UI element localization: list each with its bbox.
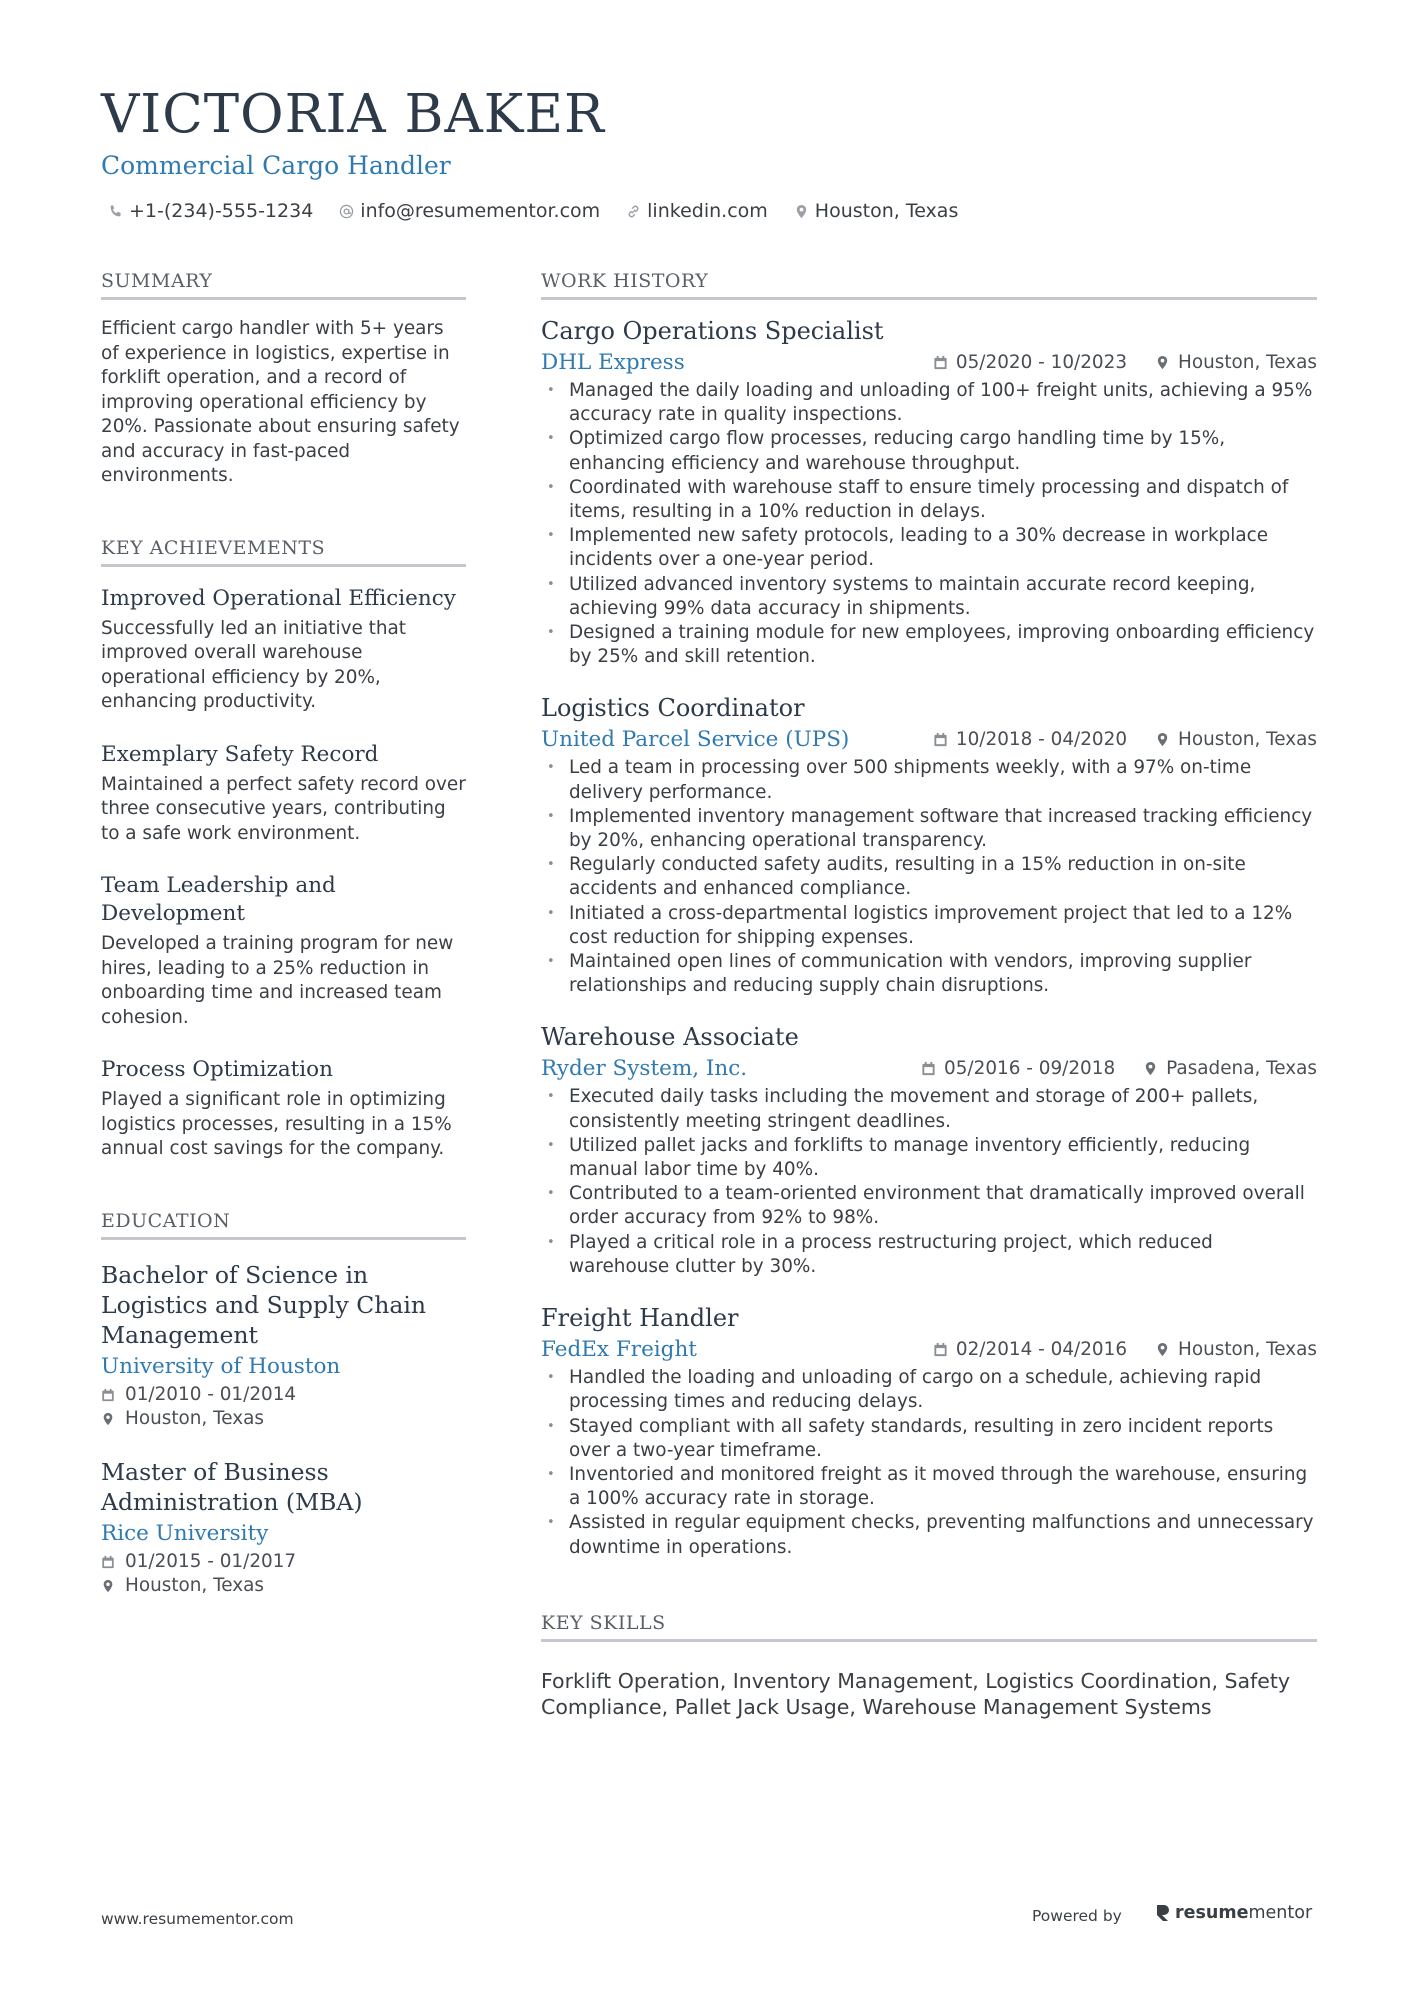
- job-location: [1155, 352, 1317, 373]
- skills-heading: KEY SKILLS: [541, 1612, 1317, 1642]
- job-dates-text: 05/2020 - 10/2023: [955, 352, 1128, 373]
- job-location: [1155, 729, 1317, 750]
- contact-bar: [108, 200, 958, 222]
- job-title: Logistics Coordinator: [541, 694, 805, 723]
- job-entry: [541, 316, 1317, 669]
- phone-icon: [108, 204, 123, 219]
- contact-phone[interactable]: [108, 200, 313, 222]
- job-location-text: Houston, Texas: [1178, 1339, 1317, 1361]
- contact-location: [794, 200, 959, 222]
- achievement-text: Maintained a perfect safety record over three consecutive years, contributing to a safe work environment.: [101, 773, 466, 844]
- achievement-text: Successfully led an initiative that improved overall warehouse operational efficiency by 20%, enhancing productivity.: [101, 617, 406, 712]
- education-dates-text: 01/2010 - 01/2014: [125, 1383, 297, 1405]
- job-company: United Parcel Service (UPS): [541, 727, 850, 753]
- education-dates-text: 01/2015 - 01/2017: [125, 1550, 297, 1572]
- achievement-item: [101, 1056, 466, 1162]
- job-bullet: • Managed the daily loading and unloading of 100+ freight units, achieving a 95% accuracy rate in quality inspections.: [541, 379, 1317, 427]
- achievement-text: Played a significant role in optimizing logistics processes, resulting in a 15% annual cost savings for the company.: [101, 1089, 452, 1159]
- education-degree: Master of Business Administration (MBA): [101, 1457, 363, 1516]
- job-bullet: • Designed a training module for new employees, improving onboarding efficiency by 25% and skill retention.: [541, 621, 1317, 669]
- contact-linkedin[interactable]: [626, 200, 768, 222]
- location-icon: [101, 1579, 115, 1593]
- job-company: FedEx Freight: [541, 1337, 697, 1363]
- education-section: [101, 1210, 466, 1598]
- job-bullet: • Utilized pallet jacks and forklifts to manage inventory efficiently, reducing manual labor time by 40%.: [541, 1134, 1317, 1182]
- education-school: University of Houston: [101, 1353, 341, 1379]
- summary-text: Efficient cargo handler with 5+ years of experience in logistics, expertise in forklift operation, and a record of improving operational efficiency by 20%. Passionate about ensuring safety and accuracy in fast-paced environments.: [101, 318, 460, 486]
- education-degree: Bachelor of Science in Logistics and Supply Chain Management: [101, 1260, 427, 1349]
- job-location: [1155, 1339, 1317, 1360]
- job-meta-row: [541, 727, 1317, 752]
- education-location-text: Houston, Texas: [125, 1407, 264, 1429]
- location-icon: [1143, 1061, 1158, 1076]
- job-dates-text: 05/2016 - 09/2018: [944, 1058, 1116, 1080]
- job-bullet: • Assisted in regular equipment checks, preventing malfunctions and unnecessary downtime in operations.: [541, 1511, 1317, 1559]
- calendar-icon: [933, 355, 948, 370]
- achievement-item: [101, 741, 466, 847]
- skills-section: [541, 1612, 1317, 1721]
- link-icon: [626, 204, 641, 219]
- job-entry: [541, 1022, 1317, 1279]
- job-dates: [933, 729, 1127, 750]
- work-history-heading: WORK HISTORY: [541, 270, 1317, 300]
- location-icon: [794, 204, 809, 219]
- job-meta-row: [541, 1337, 1317, 1362]
- job-dates: [921, 1058, 1115, 1079]
- contact-phone-text: +1-(234)-555-1234: [129, 200, 314, 222]
- achievement-item: [101, 585, 466, 715]
- summary-section: [101, 270, 466, 489]
- location-icon: [1155, 355, 1170, 370]
- job-title: Cargo Operations Specialist: [541, 317, 884, 345]
- job-bullets: [541, 1085, 1317, 1279]
- footer-url[interactable]: www.resumementor.com: [101, 1910, 294, 1928]
- job-company: Ryder System, Inc.: [541, 1056, 748, 1082]
- job-bullet: • Stayed compliant with all safety standards, resulting in zero incident reports over a two-year timeframe.: [541, 1415, 1317, 1463]
- location-icon: [1155, 732, 1170, 747]
- achievement-text: Developed a training program for new hires, leading to a 25% reduction in onboarding time and increased team cohesion.: [101, 933, 454, 1028]
- achievement-item: [101, 872, 466, 1030]
- job-headline: Commercial Cargo Handler: [101, 151, 451, 180]
- footer-logo-thin: mentor: [1248, 1903, 1313, 1923]
- job-location-text: Houston, Texas: [1178, 352, 1317, 373]
- calendar-icon: [101, 1388, 115, 1402]
- job-location: [1143, 1058, 1317, 1079]
- calendar-icon: [933, 1342, 948, 1357]
- education-item: [101, 1457, 466, 1598]
- education-heading: EDUCATION: [101, 1210, 466, 1240]
- contact-email[interactable]: [339, 200, 600, 222]
- job-bullet: • Led a team in processing over 500 shipments weekly, with a 97% on-time delivery performance.: [541, 756, 1317, 804]
- achievement-title: Process Optimization: [101, 1057, 333, 1082]
- footer-logo[interactable]: [1155, 1903, 1312, 1923]
- job-bullet: • Initiated a cross-departmental logistics improvement project that led to a 12% cost reduction for shipping expenses.: [541, 902, 1317, 950]
- job-bullet: • Inventoried and monitored freight as it moved through the warehouse, ensuring a 100% accuracy rate in storage.: [541, 1463, 1317, 1511]
- contact-linkedin-text: linkedin.com: [647, 200, 768, 222]
- job-bullet: • Regularly conducted safety audits, resulting in a 15% reduction in on-site accidents and enhanced compliance.: [541, 853, 1317, 901]
- achievement-title: Team Leadership and Development: [101, 873, 336, 926]
- education-school: Rice University: [101, 1520, 269, 1546]
- achievement-title: Improved Operational Efficiency: [101, 585, 456, 611]
- job-bullet: • Handled the loading and unloading of cargo on a schedule, achieving rapid processing times and reducing delays.: [541, 1366, 1317, 1414]
- education-location: [101, 1407, 466, 1431]
- job-meta-row: [541, 1056, 1317, 1081]
- job-entry: [541, 693, 1317, 998]
- job-bullet: • Coordinated with warehouse staff to ensure timely processing and dispatch of items, resulting in a 10% reduction in delays.: [541, 476, 1317, 524]
- resumementor-logo-icon: [1155, 1903, 1171, 1923]
- job-bullet: • Optimized cargo flow processes, reducing cargo handling time by 15%, enhancing efficiency and warehouse throughput.: [541, 427, 1317, 475]
- job-bullet: • Implemented inventory management software that increased tracking efficiency by 20%, enhancing operational transparency.: [541, 805, 1317, 853]
- job-location-text: Houston, Texas: [1178, 729, 1317, 751]
- education-location: [101, 1574, 466, 1598]
- education-location-text: Houston, Texas: [125, 1574, 264, 1596]
- at-icon: [339, 204, 354, 219]
- location-icon: [101, 1412, 115, 1426]
- job-bullet: • Utilized advanced inventory systems to maintain accurate record keeping, achieving 99% data accuracy in shipments.: [541, 573, 1317, 621]
- job-bullet: • Played a critical role in a process restructuring project, which reduced warehouse clutter by 30%.: [541, 1231, 1317, 1279]
- job-location-text: Pasadena, Texas: [1166, 1058, 1317, 1080]
- job-bullets: [541, 756, 1317, 998]
- job-bullets: [541, 1366, 1317, 1560]
- job-dates-text: 10/2018 - 04/2020: [955, 729, 1128, 751]
- contact-location-text: Houston, Texas: [814, 200, 959, 222]
- achievements-section: [101, 537, 466, 1162]
- job-entry: [541, 1303, 1317, 1560]
- footer-logo-bold: resume: [1175, 1903, 1249, 1923]
- job-title: Warehouse Associate: [541, 1023, 799, 1052]
- job-bullets: [541, 379, 1317, 669]
- left-column: [101, 270, 466, 1598]
- achievement-title: Exemplary Safety Record: [101, 741, 379, 767]
- footer-powered-by: Powered by: [1032, 1907, 1122, 1925]
- job-company: DHL Express: [541, 350, 685, 375]
- education-item: [101, 1260, 466, 1431]
- education-dates: [101, 1383, 466, 1407]
- job-bullet: • Implemented new safety protocols, leading to a 30% decrease in workplace incidents over a one-year period.: [541, 524, 1317, 572]
- job-title: Freight Handler: [541, 1304, 739, 1333]
- summary-heading: SUMMARY: [101, 270, 466, 300]
- achievements-heading: KEY ACHIEVEMENTS: [101, 537, 466, 567]
- calendar-icon: [921, 1061, 936, 1076]
- work-history-section: [541, 270, 1317, 1560]
- education-dates: [101, 1550, 466, 1574]
- location-icon: [1155, 1342, 1170, 1357]
- job-bullet: • Maintained open lines of communication with vendors, improving supplier relationships and reducing supply chain disruptions.: [541, 950, 1317, 998]
- skills-text: Forklift Operation, Inventory Management, Logistics Coordination, Safety Compliance, Pallet Jack Usage, Warehouse Management Systems: [541, 1668, 1291, 1720]
- candidate-name: VICTORIA BAKER: [101, 84, 605, 145]
- calendar-icon: [101, 1555, 115, 1569]
- job-bullet: • Executed daily tasks including the movement and storage of 200+ pallets, consistently meeting stringent deadlines.: [541, 1085, 1317, 1133]
- job-dates: [933, 352, 1127, 373]
- job-meta-row: [541, 350, 1317, 375]
- job-dates-text: 02/2014 - 04/2016: [955, 1339, 1128, 1361]
- job-bullet: • Contributed to a team-oriented environment that dramatically improved overall order accuracy from 92% to 98%.: [541, 1182, 1317, 1230]
- right-column: [541, 270, 1317, 1721]
- contact-email-text: info@resumementor.com: [360, 200, 601, 222]
- calendar-icon: [933, 732, 948, 747]
- job-dates: [933, 1339, 1127, 1360]
